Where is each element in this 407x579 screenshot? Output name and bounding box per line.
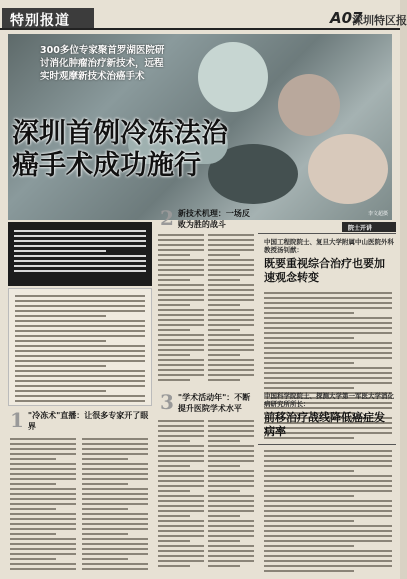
article-column-2 xyxy=(82,438,148,573)
photo-figure-nurse xyxy=(278,74,340,136)
sidebar-story-2-text xyxy=(264,450,392,575)
sidebar-top-rule xyxy=(258,233,396,234)
photo-caption-text xyxy=(14,230,146,275)
page-number: A07 xyxy=(330,9,363,27)
article-column-3 xyxy=(158,234,204,384)
sidebar-story-1 xyxy=(264,238,394,285)
article-column-6 xyxy=(208,420,254,570)
photo-figure-surgeon xyxy=(198,42,268,112)
sidebar-academician xyxy=(258,222,396,578)
sidebar-story-1-kicker: 中国工程院院士、复旦大学附属中山医院外科教授汤钊猷： xyxy=(264,238,394,254)
section-2-number: 2 xyxy=(160,206,174,230)
section-3-number: 3 xyxy=(160,390,174,414)
article-column-4 xyxy=(208,234,254,384)
article-column-1 xyxy=(10,438,76,573)
section-2-title: 新技术机理：一场反败为胜的战斗 xyxy=(177,209,250,229)
sidebar-tag xyxy=(342,222,396,232)
photo-credit: 李文超摄 xyxy=(367,211,388,217)
main-headline: 深圳首例冷冻法治癌手术成功施行 xyxy=(12,118,228,181)
section-3-heading xyxy=(160,392,254,414)
section-label-tab xyxy=(2,8,94,28)
sidebar-mid-rule xyxy=(258,444,396,445)
lead-paragraph-text xyxy=(15,295,145,405)
section-1-title: "冷冻术"直播：让很多专家开了眼界 xyxy=(27,411,149,431)
photo-figure-doctor xyxy=(308,134,388,204)
section-2-heading xyxy=(160,208,254,230)
sidebar-tag-label: 院士开讲 xyxy=(348,225,373,232)
lead-paragraph-box xyxy=(8,288,152,406)
article-column-5 xyxy=(158,420,204,570)
section-label: 特别报道 xyxy=(10,13,70,29)
photo-caption-box xyxy=(8,222,152,286)
sidebar-story-1-headline: 既要重视综合治疗也要加速观念转变 xyxy=(264,257,385,284)
sidebar-story-2-headline: 前移治疗战线降低癌症发病率 xyxy=(264,411,385,438)
headline-deck: 300多位专家聚首罗湖医院研讨消化肿瘤治疗新技术，远程实时观摩新技术治癌手术 xyxy=(40,45,165,82)
sidebar-story-2-kicker: 中国科学院院士、探测大学第一军医大学消化病研究所所长： xyxy=(264,392,394,408)
section-1-heading xyxy=(10,410,150,432)
section-3-title: "学术活动年"：不断提升医院学术水平 xyxy=(177,393,251,413)
masthead xyxy=(0,0,407,30)
sidebar-story-2 xyxy=(264,392,394,439)
paper-name: 深圳特区报 xyxy=(352,14,407,27)
section-1-number: 1 xyxy=(10,408,24,432)
